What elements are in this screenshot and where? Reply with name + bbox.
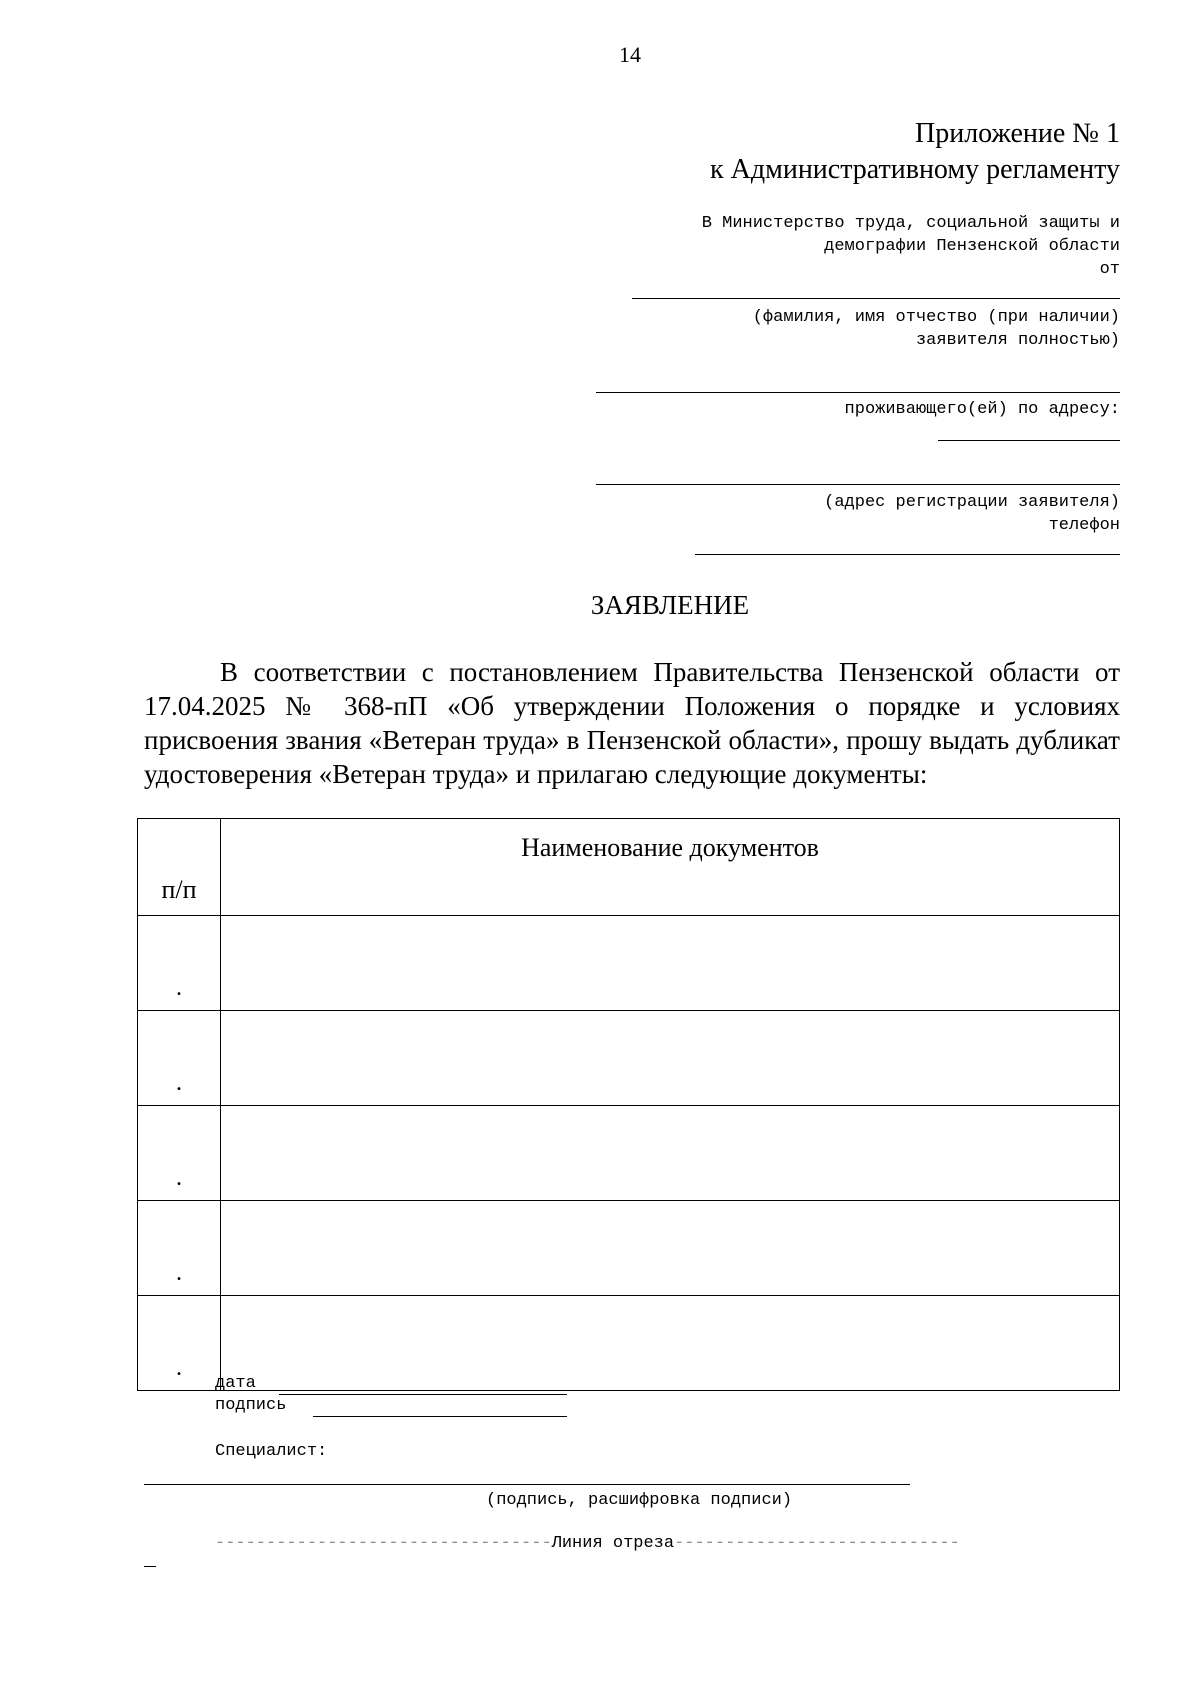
phone-label: телефон [1048,516,1120,535]
column-header-number: п/п [138,819,221,916]
cut-line-tail [144,1566,156,1567]
address-field-short[interactable] [938,440,1120,441]
address-field[interactable] [596,484,1120,485]
document-name-cell[interactable] [221,1011,1120,1106]
document-name-cell[interactable] [221,916,1120,1011]
date-field[interactable] [279,1394,567,1395]
residing-label: проживающего(ей) по адресу: [844,400,1120,419]
documents-table [137,818,1120,1391]
name-hint-line1: (фамилия, имя отчество (при наличии) [752,308,1120,327]
cut-line-dashes-right: ---------------------------- [674,1534,960,1553]
specialist-hint: (подпись, расшифровка подписи) [486,1491,793,1510]
cut-line-dashes-left: --------------------------------- [215,1534,552,1553]
statement-title: ЗАЯВЛЕНИЕ [590,590,750,620]
table-row [138,916,1120,1011]
row-number: . [138,1201,221,1296]
table-row [138,1296,1120,1391]
date-label: дата [215,1374,256,1393]
specialist-label: Специалист: [215,1442,328,1461]
applicant-name-field-2[interactable] [596,392,1120,393]
row-number: . [138,1011,221,1106]
specialist-signature-field[interactable] [144,1484,910,1485]
addressee-line2: демографии Пензенской области [824,237,1120,256]
page-number: 14 [619,42,641,67]
addressee-line1: В Министерство труда, социальной защиты и [701,214,1120,233]
document-name-cell[interactable] [221,1106,1120,1201]
table-row [138,1106,1120,1201]
document-name-cell[interactable] [221,1296,1120,1391]
signature-label: подпись [215,1396,287,1415]
column-header-documents: Наименование документов [221,819,1120,916]
row-number: . [138,1296,221,1391]
appendix-subtitle: к Административному регламенту [710,154,1120,185]
name-hint-line2: заявителя полностью) [915,331,1120,350]
addressee-from: от [1099,260,1120,279]
statement-body: В соответствии с постановлением Правительства Пензенской области от 17.04.2025 № 368-пП «Об утверждении Положения о порядке и условиях присвоения звания «Ветеран труда» в Пензенской области», прошу выдать дубликат удостоверения «Ветеран труда» и прилагаю следующие документы: [144,657,1120,789]
appendix-title: Приложение № 1 [915,118,1120,149]
phone-field[interactable] [695,554,1120,555]
signature-field[interactable] [313,1416,567,1417]
document-name-cell[interactable] [221,1201,1120,1296]
cut-line [215,1534,960,1553]
table-row [138,1011,1120,1106]
cut-line-label: Линия отреза [551,1534,675,1553]
row-number: . [138,916,221,1011]
table-header-row [138,819,1120,916]
applicant-name-field[interactable] [632,298,1120,299]
row-number: . [138,1106,221,1201]
address-hint: (адрес регистрации заявителя) [824,493,1120,512]
table-row [138,1201,1120,1296]
